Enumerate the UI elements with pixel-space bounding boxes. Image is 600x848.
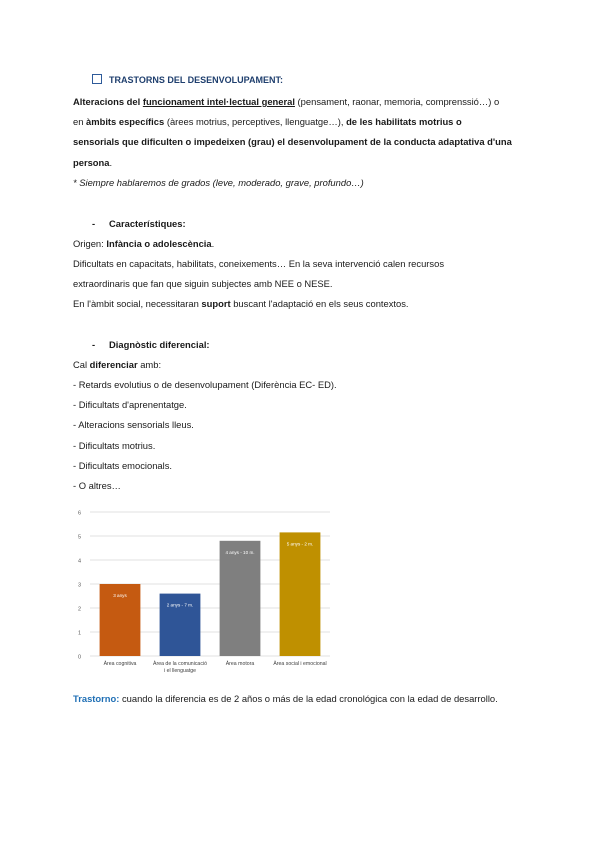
char-line-1: Dificultats en capacitats, habilitats, coneixements… En la seva intervenció calen recursos <box>73 258 445 269</box>
bar-data-label: 3 anys <box>113 593 127 598</box>
footer-text: cuando la diferencia es de 2 años o más de la edad cronológica con la edad de desarrollo. <box>119 693 498 704</box>
section-heading <box>92 74 283 86</box>
origin-value: Infància o adolescència <box>106 238 212 249</box>
intro-text: (pensament, raonar, memoria, comprenssió…) o <box>294 96 500 107</box>
development-bar-chart <box>68 502 338 677</box>
y-tick-label: 3 <box>77 582 81 589</box>
diagnosis-item: - O altres… <box>73 480 121 491</box>
intro-bold: persona <box>73 157 110 168</box>
intro-underlined: funcionament intel·lectual general <box>142 96 295 107</box>
x-category-label: Àrea de la comunicació <box>153 661 207 667</box>
diag-text: Cal <box>73 359 90 370</box>
intro-line-1 <box>73 96 499 108</box>
subheading-title: Característiques: <box>109 218 186 229</box>
diag-text: amb: <box>137 359 162 370</box>
diag-bold: diferenciar <box>89 359 138 370</box>
bar-data-label: 2 anys - 7 m. <box>166 602 194 608</box>
y-tick-label: 6 <box>77 510 81 517</box>
diagnosis-item: - Retards evolutius o de desenvolupament (Diferència EC- ED). <box>73 379 337 390</box>
dash: - <box>92 218 96 229</box>
diagnosis-heading <box>92 339 210 351</box>
intro-text: Alteracions del <box>73 96 143 107</box>
intro-line-2 <box>73 116 462 128</box>
char-bold: suport <box>201 298 231 309</box>
diagnosis-item: - Dificultats emocionals. <box>73 460 172 471</box>
intro-text: (àrees motrius, perceptives, llenguatge…), <box>164 116 347 127</box>
y-tick-label: 2 <box>77 606 81 613</box>
x-category-label: Àrea cognitiva <box>103 661 137 667</box>
diagnosis-item: - Dificultats motrius. <box>73 440 156 451</box>
x-category-label: i el llenguatge <box>163 668 197 674</box>
intro-bold: de les habilitats motrius o <box>346 116 462 127</box>
char-line-2: extraordinaris que fan que siguin subjectes amb NEE o NESE. <box>73 278 333 289</box>
checkbox-icon <box>92 74 102 84</box>
origin-label: Origen: <box>73 238 107 249</box>
characteristics-heading <box>92 218 186 230</box>
diagnosis-item: - Alteracions sensorials lleus. <box>73 419 194 430</box>
intro-note: * Siempre hablaremos de grados (leve, moderado, grave, profundo…) <box>73 177 364 188</box>
subheading-title: Diagnòstic diferencial: <box>109 339 210 350</box>
bar-data-label: 5 anys - 2 m. <box>286 541 314 547</box>
y-tick-label: 1 <box>77 630 81 637</box>
char-text: buscant l'adaptació en els seus contextos. <box>230 298 409 309</box>
intro-bold: àmbits específics <box>86 116 165 127</box>
intro-line-4 <box>73 157 112 169</box>
intro-text: en <box>73 116 87 127</box>
intro-text: . <box>109 157 113 168</box>
origin-end: . <box>211 238 215 249</box>
section-title: TRASTORNS DEL DESENVOLUPAMENT: <box>109 75 284 85</box>
char-line-3 <box>73 298 409 310</box>
x-category-label: Àrea social i emocional <box>273 661 327 667</box>
y-tick-label: 5 <box>77 534 81 541</box>
origin-line <box>73 238 214 250</box>
char-text: En l'àmbit social, necessitaran <box>73 298 202 309</box>
intro-line-3: sensorials que dificulten o impedeixen (grau) el desenvolupament de la conducta adaptativa d'una <box>73 136 512 147</box>
diagnosis-intro <box>73 359 161 371</box>
bar <box>280 532 321 656</box>
dash: - <box>92 339 96 350</box>
footer-label: Trastorno: <box>73 693 120 704</box>
y-tick-label: 0 <box>77 654 81 661</box>
diagnosis-item: - Dificultats d'aprenentatge. <box>73 399 187 410</box>
bar-data-label: 4 anys - 10 m. <box>225 549 255 555</box>
x-category-label: Àrea motora <box>225 661 255 667</box>
y-tick-label: 4 <box>77 558 81 565</box>
bar <box>220 541 261 656</box>
footer-line <box>73 693 498 705</box>
